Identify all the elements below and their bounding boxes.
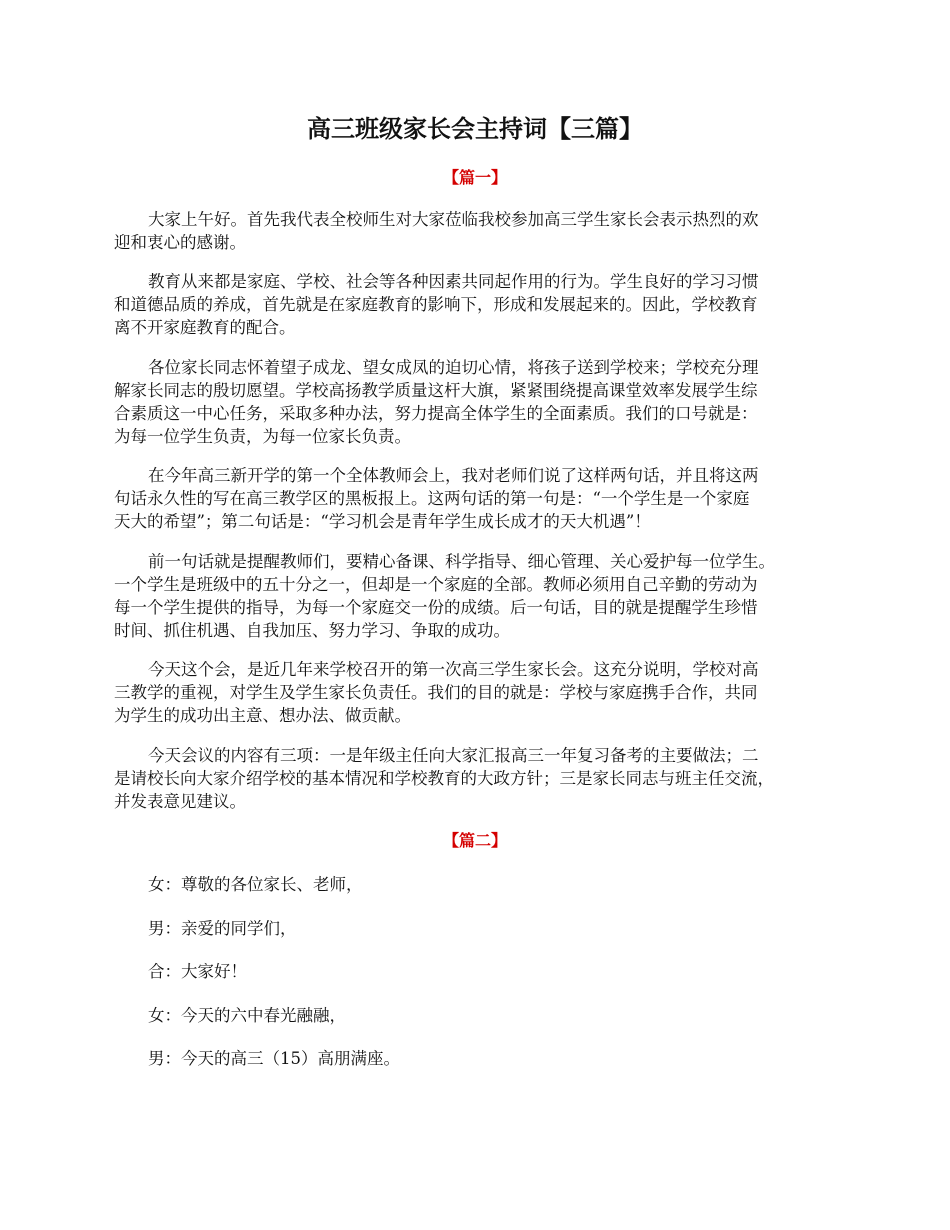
paragraph-line: 并发表意见建议。 xyxy=(114,792,246,811)
paragraph-4 xyxy=(114,464,840,533)
paragraph-line: 合素质这一中心任务，采取多种办法，努力提高全体学生的全面素质。我们的口号就是： xyxy=(114,404,758,423)
paragraph-line: 时间、抓住机遇、自我加压、努力学习、争取的成功。 xyxy=(114,621,510,640)
paragraph-line: 句话永久性的写在高三教学区的黑板报上。这两句话的第一句是：“一个学生是一个家庭 xyxy=(114,489,750,508)
paragraph-5 xyxy=(114,550,840,642)
paragraph-1 xyxy=(114,208,840,254)
dialogue-line: 男：亲爱的同学们， xyxy=(148,919,297,938)
paragraph-6 xyxy=(114,658,840,727)
paragraph-line: 今天会议的内容有三项：一是年级主任向大家汇报高三一年复习备考的主要做法；二 xyxy=(148,746,759,765)
paragraph-line: 每一个学生提供的指导，为每一个家庭交一份的成绩。后一句话，目的就是提醒学生珍惜 xyxy=(114,598,758,617)
paragraph-line: 各位家长同志怀着望子成龙、望女成凤的迫切心情，将孩子送到学校来；学校充分理 xyxy=(148,358,759,377)
paragraph-line: 解家长同志的殷切愿望。学校高扬教学质量这杆大旗，紧紧围绕提高课堂效率发展学生综 xyxy=(114,381,758,400)
paragraph-line: 为学生的成功出主意、想办法、做贡献。 xyxy=(114,706,411,725)
section-heading-2: 【篇二】 xyxy=(442,831,507,850)
paragraph-line: 在今年高三新开学的第一个全体教师会上，我对老师们说了这样两句话，并且将这两 xyxy=(148,466,759,485)
document-title: 高三班级家长会主持词【三篇】 xyxy=(307,115,643,143)
paragraph-line: 和道德品质的养成，首先就是在家庭教育的影响下，形成和发展起来的。因此，学校教育 xyxy=(114,295,758,314)
paragraph-2 xyxy=(114,270,840,339)
paragraph-line: 教育从来都是家庭、学校、社会等各种因素共同起作用的行为。学生良好的学习习惯 xyxy=(148,272,759,291)
paragraph-3 xyxy=(114,356,840,448)
paragraph-7 xyxy=(114,744,840,813)
paragraph-line: 天大的希望”；第二句话是：“学习机会是青年学生成长成才的天大机遇”！ xyxy=(114,512,651,531)
paragraph-line: 为每一位学生负责，为每一位家长负责。 xyxy=(114,427,411,446)
paragraph-line: 前一句话就是提醒教师们，要精心备课、科学指导、细心管理、关心爱护每一位学生。 xyxy=(148,552,775,571)
paragraph-line: 是请校长向大家介绍学校的基本情况和学校教育的大政方针；三是家长同志与班主任交流， xyxy=(114,769,774,788)
dialogue-line: 女：尊敬的各位家长、老师， xyxy=(148,875,363,894)
paragraph-line: 今天这个会，是近几年来学校召开的第一次高三学生家长会。这充分说明，学校对高 xyxy=(148,660,759,679)
paragraph-line: 大家上午好。首先我代表全校师生对大家莅临我校参加高三学生家长会表示热烈的欢 xyxy=(148,210,759,229)
paragraph-line: 一个学生是班级中的五十分之一，但却是一个家庭的全部。教师必须用自己辛勤的劳动为 xyxy=(114,575,758,594)
dialogue-line: 合：大家好！ xyxy=(148,962,247,981)
section-heading-1: 【篇一】 xyxy=(442,168,507,187)
paragraph-line: 三教学的重视，对学生及学生家长负责任。我们的目的就是：学校与家庭携手合作，共同 xyxy=(114,683,758,702)
dialogue-line: 男：今天的高三（15）高朋满座。 xyxy=(148,1049,400,1068)
paragraph-line: 离不开家庭教育的配合。 xyxy=(114,318,296,337)
dialogue-line: 女：今天的六中春光融融， xyxy=(148,1006,346,1025)
paragraph-line: 迎和衷心的感谢。 xyxy=(114,233,246,252)
